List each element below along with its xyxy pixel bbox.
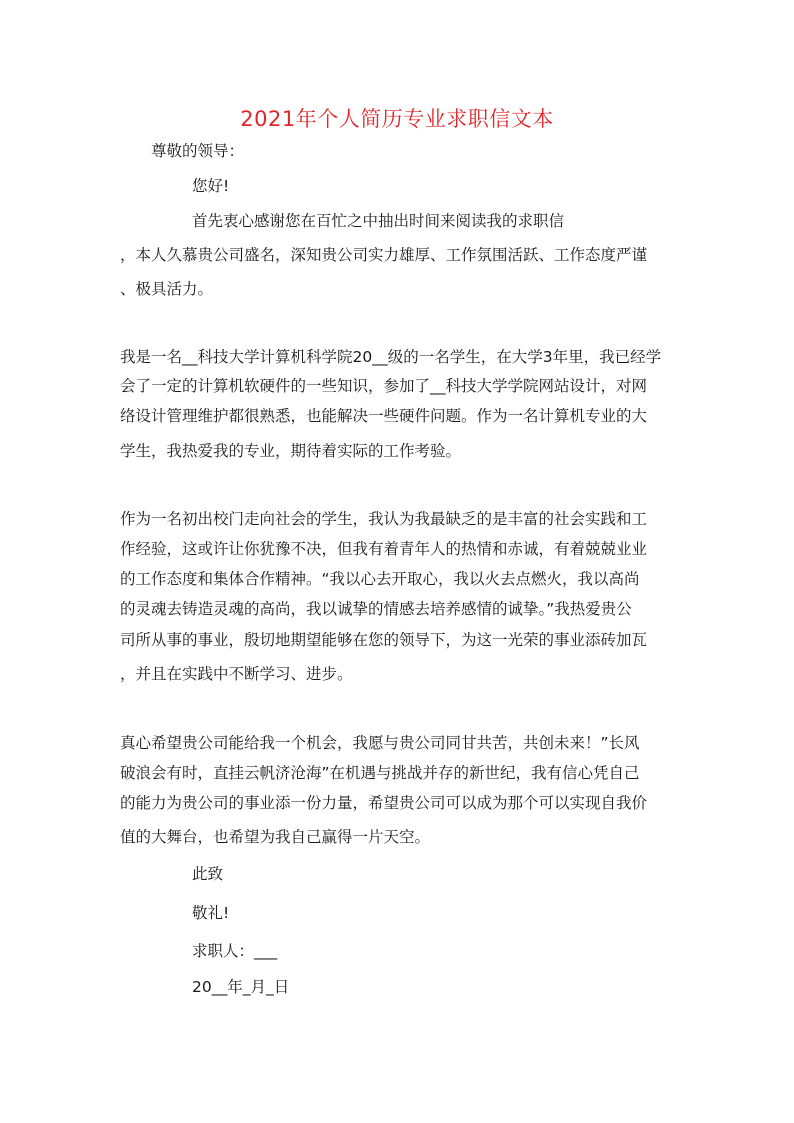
paragraph-line: 作经验，这或许让你犹豫不决，但我有着青年人的热情和赤诚，有着兢兢业业 xyxy=(120,540,648,558)
paragraph-line: 络设计管理维护都很熟悉，也能解决一些硬件问题。作为一名计算机专业的大 xyxy=(120,407,648,425)
intro-line: 首先衷心感谢您在百忙之中抽出时间来阅读我的求职信 xyxy=(192,212,565,230)
paragraph-line: 的能力为贵公司的事业添一份力量，希望贵公司可以成为那个可以实现自我价 xyxy=(120,794,648,812)
paragraph-line: 司所从事的事业，殷切地期望能够在您的领导下，为这一光荣的事业添砖加瓦 xyxy=(120,631,648,649)
closing-line: 敬礼! xyxy=(192,904,230,922)
document-title: 2021年个人简历专业求职信文本 xyxy=(240,107,554,131)
intro-line: 、极具活力。 xyxy=(120,280,214,298)
paragraph-line: 的灵魂去铸造灵魂的高尚，我以诚挚的情感去培养感情的诚挚。”我热爱贵公 xyxy=(120,600,632,618)
paragraph-line: 值的大舞台，也希望为我自己赢得一片天空。 xyxy=(120,828,431,846)
paragraph-line: ，并且在实践中不断学习、进步。 xyxy=(120,665,353,683)
intro-line: ，本人久慕贵公司盛名，深知贵公司实力雄厚、工作氛围活跃、工作态度严谨 xyxy=(120,246,648,264)
salutation: 尊敬的领导： xyxy=(151,142,245,160)
paragraph-line: 的工作态度和集体合作精神。“我以心去开取心，我以火去点燃火，我以高尚 xyxy=(120,570,640,588)
greeting: 您好! xyxy=(192,177,230,195)
paragraph-line: 我是一名__科技大学计算机科学院20__级的一名学生，在大学3年里，我已经学 xyxy=(120,348,662,366)
paragraph-line: 破浪会有时，直挂云帆济沧海”在机遇与挑战并存的新世纪，我有信心凭自己 xyxy=(120,764,640,782)
date-line: 20__年_月_日 xyxy=(192,978,290,996)
closing-line: 此致 xyxy=(192,865,224,883)
paragraph-line: 真心希望贵公司能给我一个机会，我愿与贵公司同甘共苦，共创未来！”长风 xyxy=(120,734,640,752)
paragraph-line: 会了一定的计算机软硬件的一些知识，参加了__科技大学学院网站设计，对网 xyxy=(120,377,648,395)
paragraph-line: 学生，我热爱我的专业，期待着实际的工作考验。 xyxy=(120,442,462,460)
paragraph-line: 作为一名初出校门走向社会的学生，我认为我最缺乏的是丰富的社会实践和工 xyxy=(120,510,648,528)
signature-line: 求职人：___ xyxy=(192,942,278,960)
